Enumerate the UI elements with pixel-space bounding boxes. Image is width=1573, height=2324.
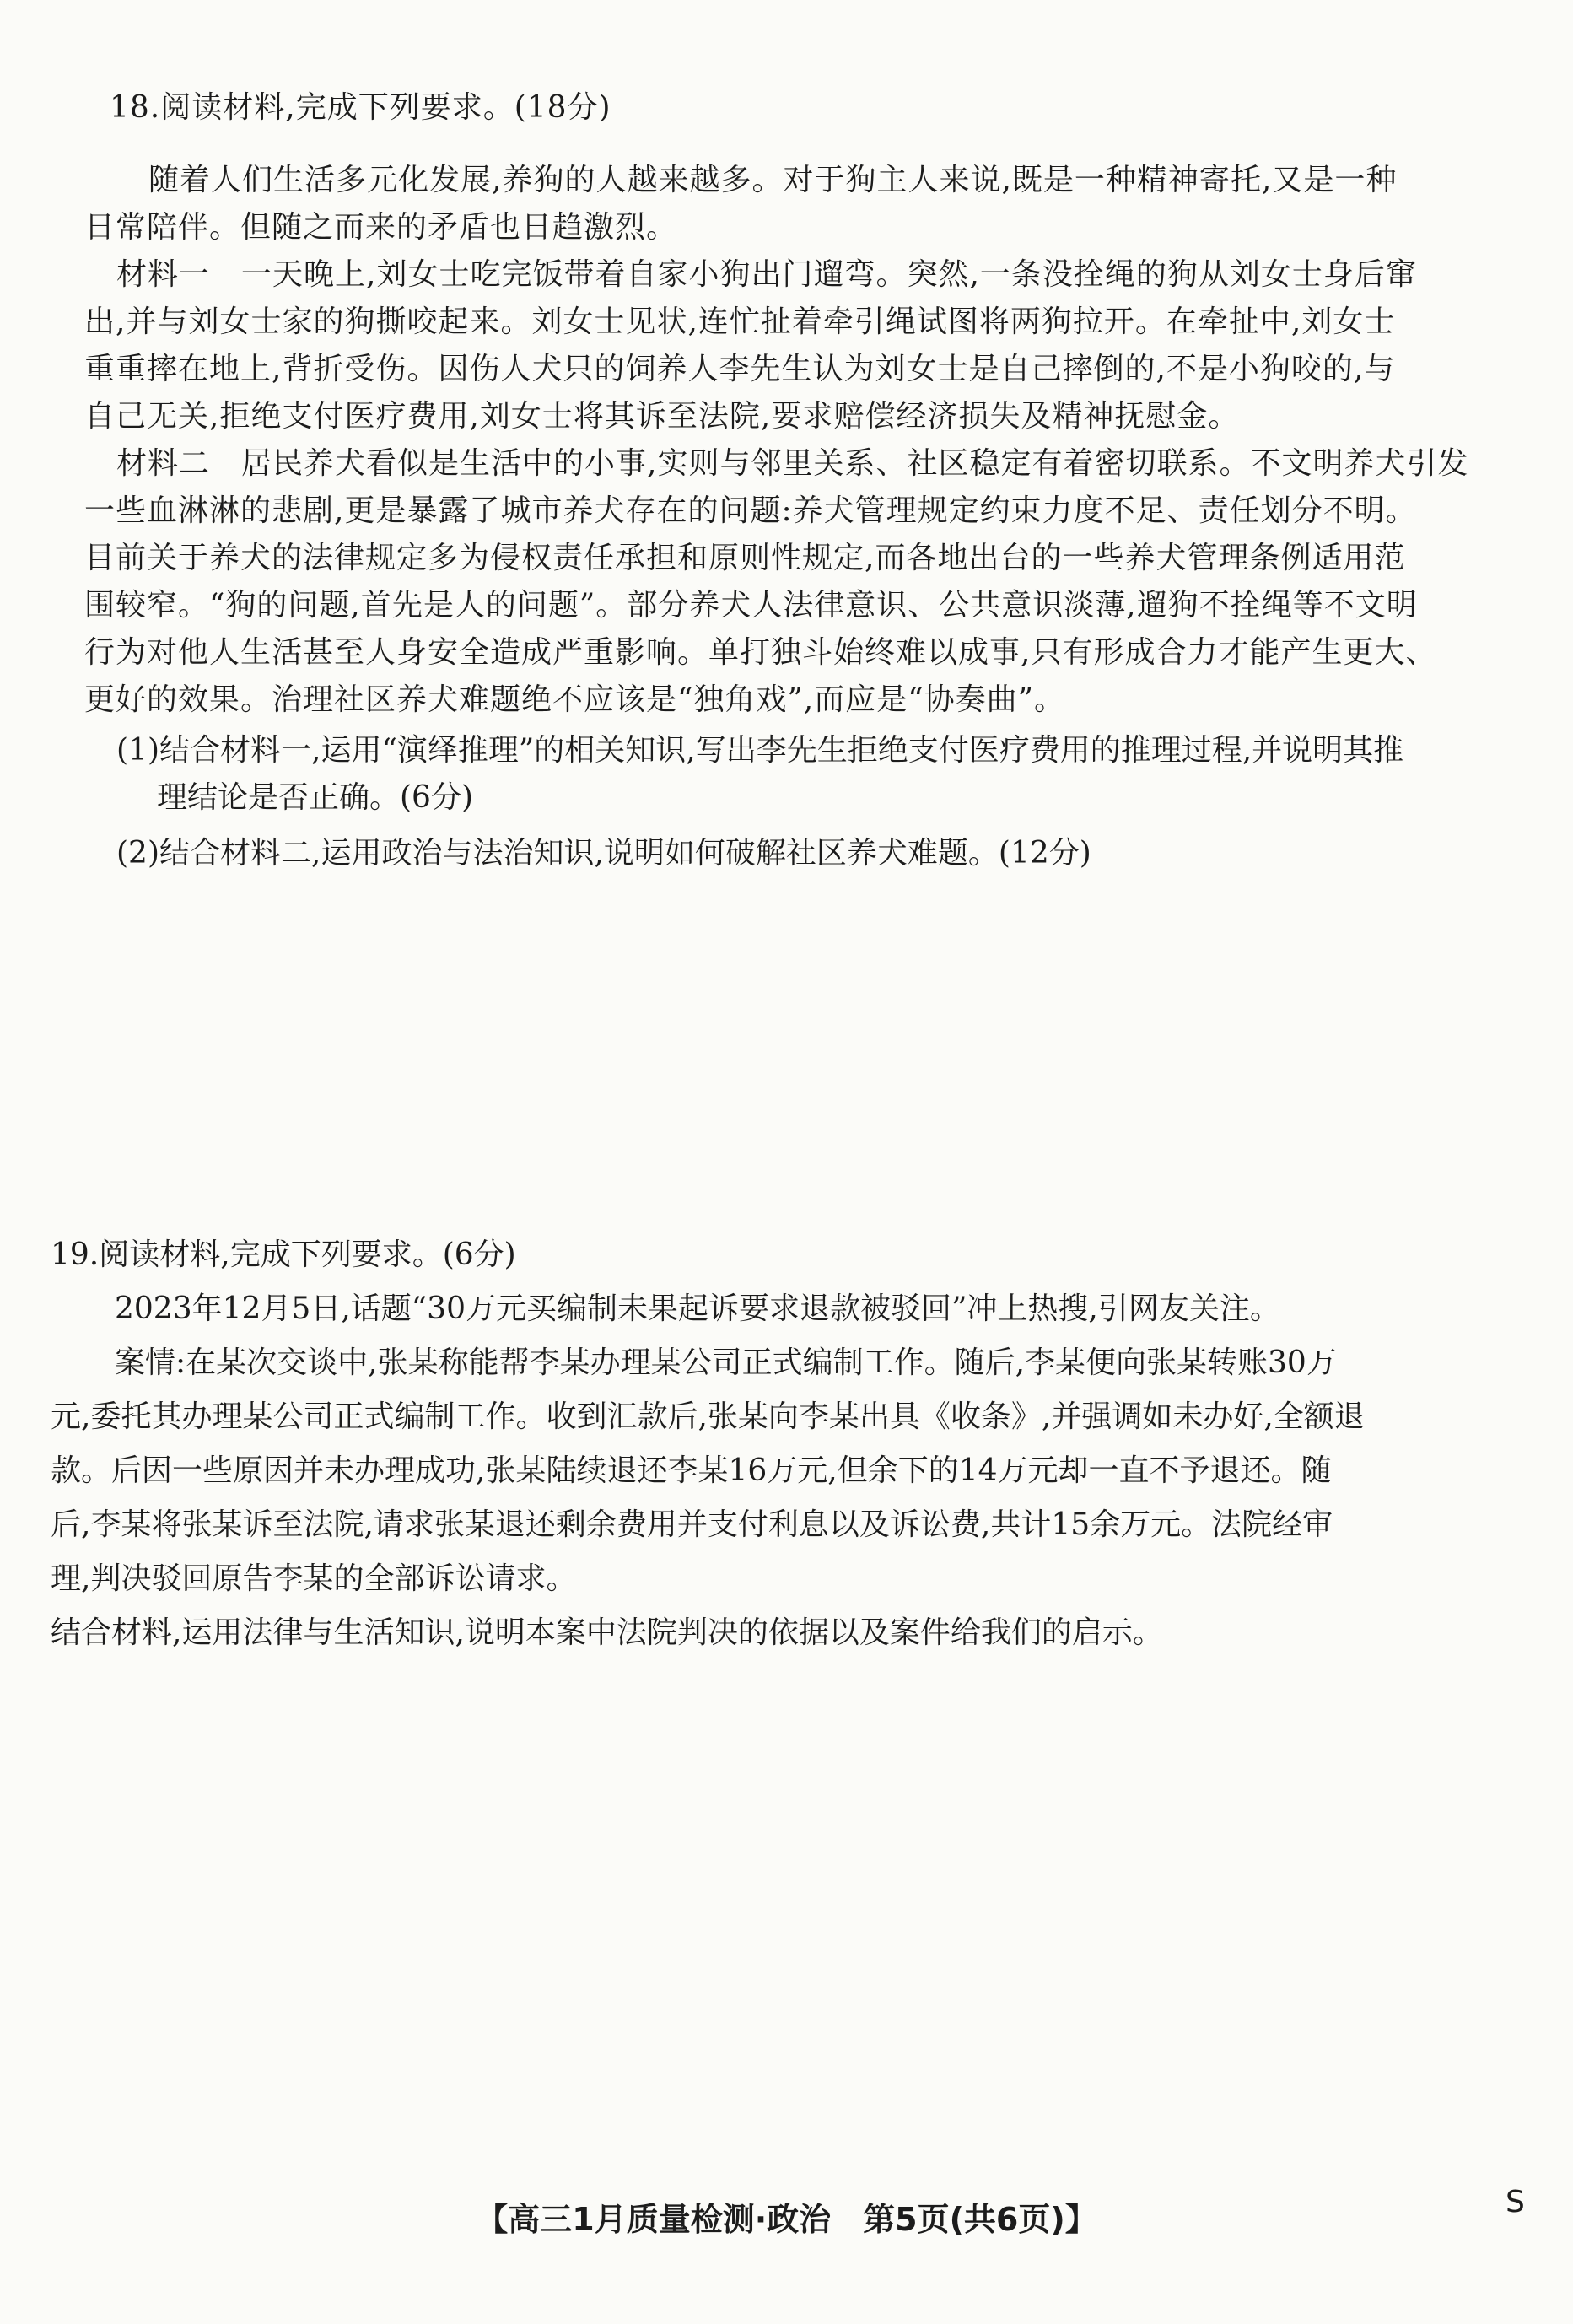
q18-sub1-line-2: 理结论是否正确。(6分): [157, 780, 473, 815]
material-1-line-2: 出,并与刘女士家的狗撕咬起来。刘女士见状,连忙扯着牵引绳试图将两狗拉开。在牵扯中,刘女士: [84, 305, 1396, 339]
q19-line-1: 2023年12月5日,话题“30万元买编制未果起诉要求退款被驳回”冲上热搜,引网友关注。: [115, 1291, 1280, 1326]
material-2-line-1: 材料二 居民养犬看似是生活中的小事,实则与邻里关系、社区稳定有着密切联系。不文明养犬引发: [116, 446, 1469, 481]
question-18: [84, 84, 1518, 877]
material-1-line-4: 自己无关,拒绝支付医疗费用,刘女士将其诉至法院,要求赔偿经济损失及精神抚慰金。: [84, 399, 1240, 434]
q18-sub2: (2)结合材料二,运用政治与法治知识,说明如何破解社区养犬难题。(12分): [116, 836, 1091, 871]
q19-title: 19.阅读材料,完成下列要求。(6分): [51, 1237, 516, 1272]
material-1-line-1: 材料一 一天晚上,刘女士吃完饭带着自家小狗出门遛弯。突然,一条没拴绳的狗从刘女士身后窜: [116, 257, 1417, 292]
page-footer: 【高三1月质量检测·政治 第5页(共6页)】: [476, 2201, 1097, 2238]
q18-title: 18.阅读材料,完成下列要求。(18分): [110, 90, 611, 125]
material-2-line-3: 目前关于养犬的法律规定多为侵权责任承担和原则性规定,而各地出台的一些养犬管理条例适用范: [84, 541, 1406, 575]
material-2-line-6: 更好的效果。治理社区养犬难题绝不应该是“独角戏”,而应是“协奏曲”。: [84, 682, 1066, 717]
material-2-line-4: 围较窄。“狗的问题,首先是人的问题”。部分养犬人法律意识、公共意识淡薄,遛狗不拴绳等不文明: [84, 588, 1418, 623]
q19-line-5: 后,李某将张某诉至法院,请求张某退还剩余费用并支付利息以及诉讼费,共计15余万元。法院经审: [51, 1507, 1333, 1542]
q19-line-3: 元,委托其办理某公司正式编制工作。收到汇款后,张某向李某出具《收条》,并强调如未办好,全额退: [51, 1399, 1365, 1434]
q19-task: 结合材料,运用法律与生活知识,说明本案中法院判决的依据以及案件给我们的启示。: [51, 1615, 1163, 1650]
question-19: [51, 1232, 1484, 1657]
q18-intro-line-2: 日常陪伴。但随之而来的矛盾也日趋激烈。: [84, 210, 678, 245]
material-2-line-2: 一些血淋淋的悲剧,更是暴露了城市养犬存在的问题:养犬管理规定约束力度不足、责任划分不明。: [84, 493, 1417, 528]
q19-line-4: 款。后因一些原因并未办理成功,张某陆续退还李某16万元,但余下的14万元却一直不予退还。随: [51, 1453, 1332, 1488]
corner-mark: S: [1506, 2185, 1525, 2219]
q18-intro-line-1: 随着人们生活多元化发展,养狗的人越来越多。对于狗主人来说,既是一种精神寄托,又是一种: [148, 163, 1398, 197]
q19-line-2: 案情:在某次交谈中,张某称能帮李某办理某公司正式编制工作。随后,李某便向张某转账30万: [115, 1345, 1337, 1380]
material-2-line-5: 行为对他人生活甚至人身安全造成严重影响。单打独斗始终难以成事,只有形成合力才能产生更大、: [84, 635, 1437, 670]
material-1-line-3: 重重摔在地上,背折受伤。因伤人犬只的饲养人李先生认为刘女士是自己摔倒的,不是小狗咬的,与: [84, 352, 1396, 386]
q18-sub1-line-1: (1)结合材料一,运用“演绎推理”的相关知识,写出李先生拒绝支付医疗费用的推理过程,并说明其推: [116, 733, 1404, 768]
q19-line-6: 理,判决驳回原告李某的全部诉讼请求。: [51, 1561, 577, 1596]
